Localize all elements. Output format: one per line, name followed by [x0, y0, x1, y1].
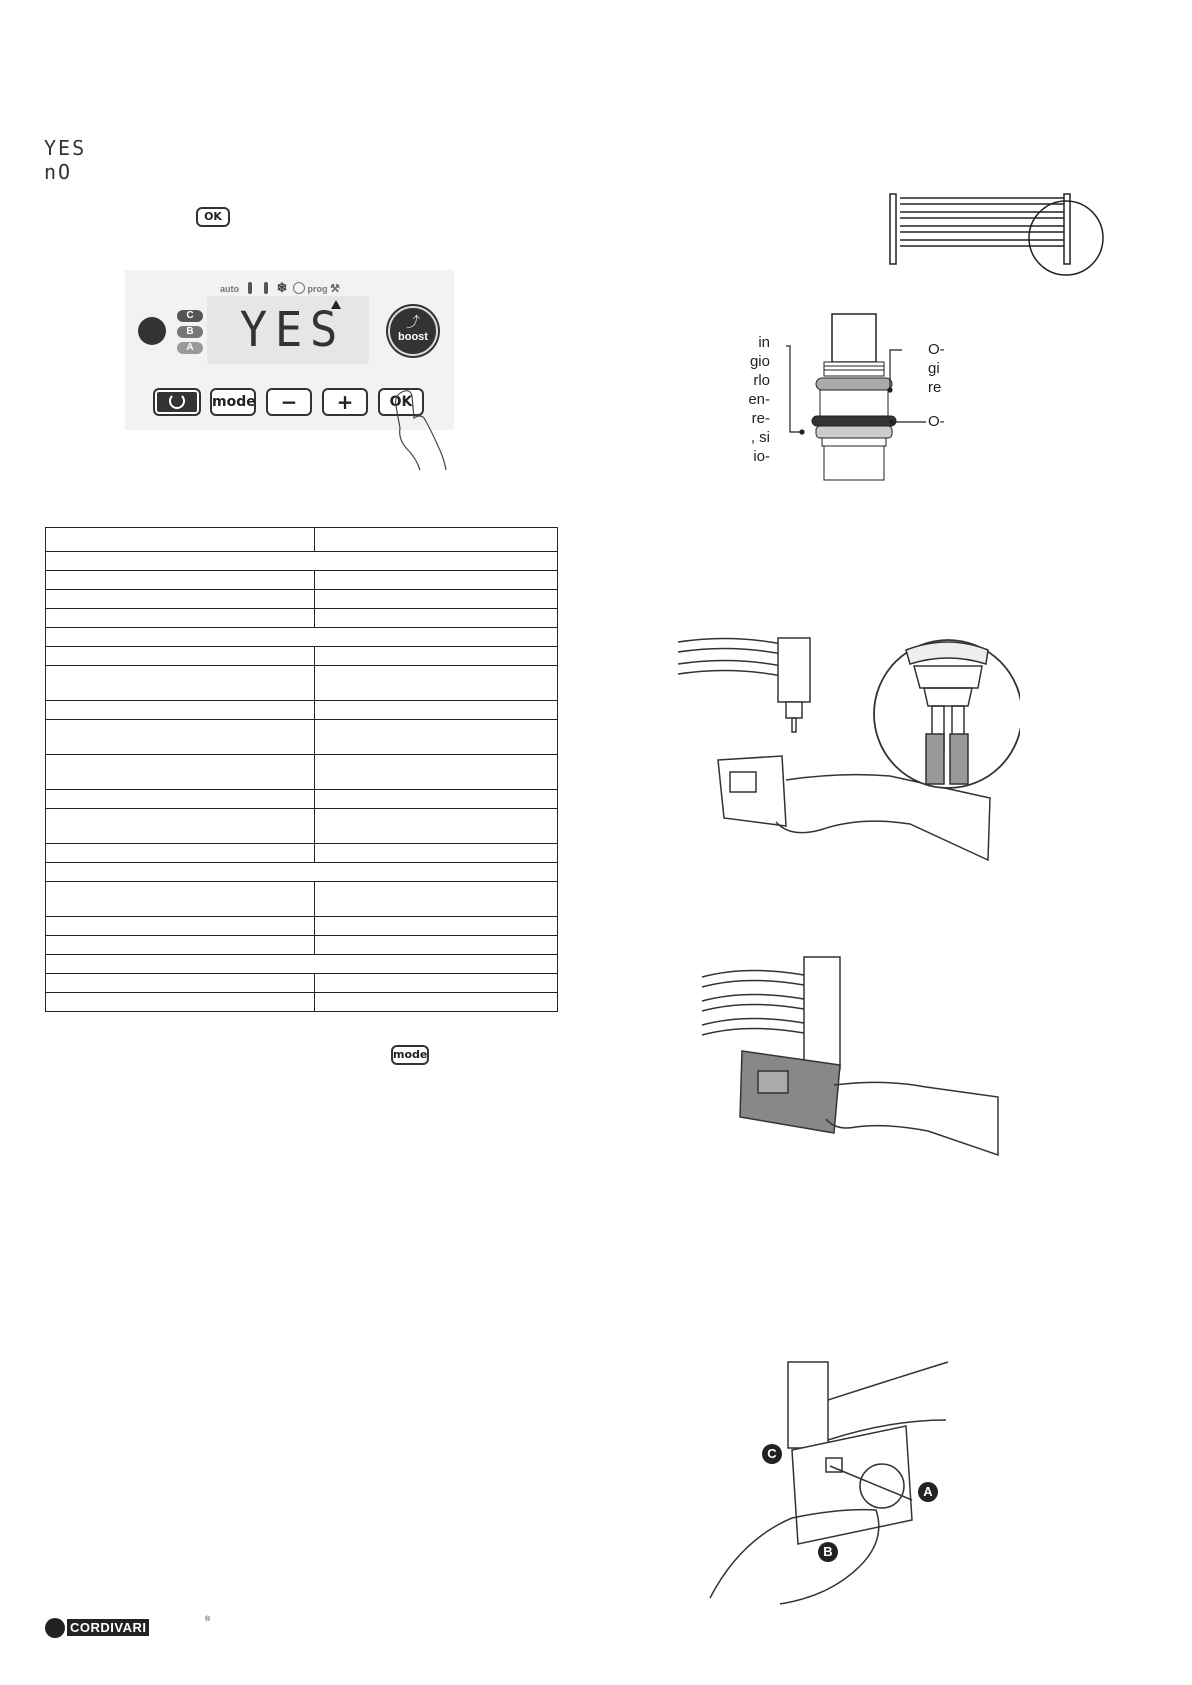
table-section-cell [46, 863, 558, 882]
table-cell-label [46, 993, 315, 1012]
table-row [46, 720, 558, 755]
power-icon [169, 393, 185, 409]
table-cell-label [46, 917, 315, 936]
table-cell-label [46, 590, 315, 609]
table-row [46, 882, 558, 917]
label-badge-c: C [762, 1444, 782, 1464]
table-cell-value [315, 666, 558, 701]
table-row [46, 528, 558, 552]
label-badge-a: A [918, 1482, 938, 1502]
table-cell-label [46, 755, 315, 790]
zone-tag-b: B [177, 326, 203, 338]
auto-label: auto [220, 284, 239, 294]
registered-mark: ® [205, 1616, 211, 1623]
callout-right-top-group [928, 340, 945, 397]
table-cell-label [46, 701, 315, 720]
table-row [46, 974, 558, 993]
spec-table [45, 527, 558, 1012]
callout-left-line: en- [748, 391, 770, 408]
table-cell-value [315, 917, 558, 936]
table-section-cell [46, 552, 558, 571]
table-section-cell [46, 628, 558, 647]
boost-label: boost [398, 331, 428, 343]
table-cell-value [315, 755, 558, 790]
table-cell-label [46, 647, 315, 666]
wrench-icon: ⚒ [330, 283, 340, 295]
callout-left-group [720, 333, 770, 466]
callout-right-line: O- [928, 341, 945, 358]
callout-left-line: rlo [753, 372, 770, 389]
logo-emblem-icon [45, 1618, 65, 1638]
boost-arrow-icon: ⤴ [406, 314, 420, 330]
boost-button[interactable] [388, 306, 438, 356]
callout-left-line: gio [749, 353, 770, 370]
fitting-diagram [780, 312, 930, 492]
lcd-text: YES [239, 302, 345, 358]
table-cell-label [46, 720, 315, 755]
mode-key-icon: mode [391, 1045, 429, 1065]
table-cell-value [315, 571, 558, 590]
table-row [46, 571, 558, 590]
table-row [46, 993, 558, 1012]
minus-button[interactable]: − [266, 388, 312, 416]
table-cell-value [315, 974, 558, 993]
table-row [46, 809, 558, 844]
table-cell-label [46, 844, 315, 863]
table-row [46, 936, 558, 955]
callout-left-line: re- [751, 410, 770, 427]
table-cell-label [46, 936, 315, 955]
table-row [46, 628, 558, 647]
table-row [46, 790, 558, 809]
triangle-marker-icon [331, 300, 341, 309]
table-cell-label [46, 882, 315, 917]
ok-button[interactable]: OK [378, 388, 424, 416]
table-cell-value [315, 720, 558, 755]
table-cell-value [315, 809, 558, 844]
zone-tag-a: A [177, 342, 203, 354]
table-row [46, 701, 558, 720]
option-no: nO [44, 160, 73, 184]
screw-fixing-illustration [700, 1360, 950, 1610]
table-cell-value [315, 993, 558, 1012]
clock-icon [293, 282, 305, 294]
callout-left-line: in [758, 334, 770, 351]
towel-rail-diagram [886, 190, 1110, 278]
mode-icons-row [220, 280, 340, 296]
table-row [46, 590, 558, 609]
table-cell-label [46, 974, 315, 993]
table-cell-value [315, 701, 558, 720]
table-cell-value [315, 609, 558, 628]
table-cell-label [46, 790, 315, 809]
callout-right-bottom: O- [928, 413, 945, 430]
table-cell-value [315, 936, 558, 955]
thermometer-icon [248, 282, 252, 294]
table-cell-label [46, 609, 315, 628]
power-button[interactable] [153, 388, 201, 416]
table-cell-value [315, 647, 558, 666]
table-cell-value [315, 882, 558, 917]
table-cell-label [46, 571, 315, 590]
table-row [46, 863, 558, 882]
table-cell-label [46, 809, 315, 844]
table-cell-value [315, 528, 558, 552]
mode-button[interactable]: mode [210, 388, 256, 416]
table-cell-value [315, 844, 558, 863]
pointing-hand-illustration [390, 388, 450, 472]
thermometer-icon [264, 282, 268, 294]
module-attached-illustration [696, 955, 1006, 1160]
table-cell-label [46, 528, 315, 552]
table-cell-value [315, 590, 558, 609]
cordivari-logo [45, 1616, 211, 1640]
indicator-dot [138, 317, 166, 345]
label-badge-b: B [818, 1542, 838, 1562]
prog-label: prog [307, 284, 328, 294]
table-row [46, 755, 558, 790]
table-row [46, 552, 558, 571]
option-yes: YES [44, 136, 87, 160]
table-row [46, 647, 558, 666]
logo-wordmark: CORDIVARI [67, 1619, 149, 1636]
module-insertion-illustration [670, 630, 1020, 870]
snowflake-icon: ❄ [276, 280, 288, 295]
zone-tag-c: C [177, 310, 203, 322]
table-section-cell [46, 955, 558, 974]
table-cell-value [315, 790, 558, 809]
table-row [46, 666, 558, 701]
callout-right-line: gi [928, 360, 940, 377]
table-row [46, 844, 558, 863]
table-cell-label [46, 666, 315, 701]
callout-left-line: io- [753, 448, 770, 465]
table-row [46, 609, 558, 628]
lcd-screen [207, 296, 369, 364]
plus-button[interactable]: + [322, 388, 368, 416]
table-row [46, 955, 558, 974]
table-row [46, 917, 558, 936]
ok-key-icon: OK [196, 207, 230, 227]
callout-left-line: , si [750, 429, 770, 446]
callout-right-line: re [928, 379, 942, 396]
